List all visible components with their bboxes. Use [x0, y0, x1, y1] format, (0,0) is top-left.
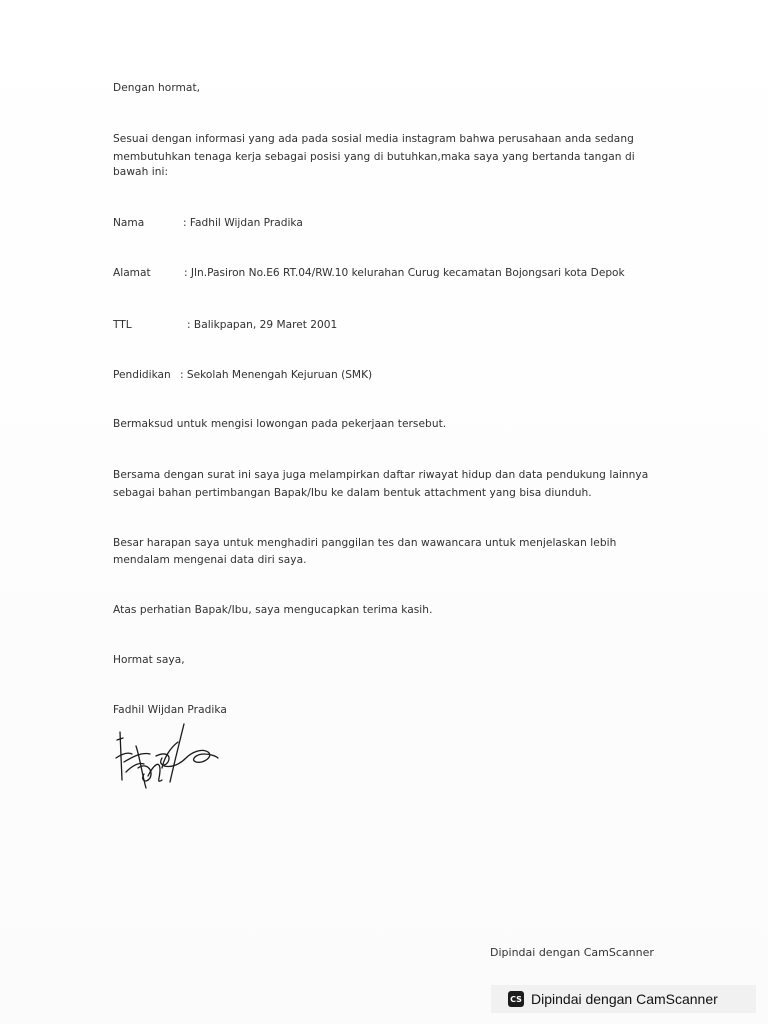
closing: Hormat saya,	[113, 654, 185, 666]
hope-line-1: Besar harapan saya untuk menghadiri panggilan tes dan wawancara untuk menjelaskan lebih	[113, 537, 617, 549]
intro-line-3: bawah ini:	[113, 166, 169, 178]
camscanner-logo-icon: CS	[508, 991, 524, 1007]
field-label-ttl: TTL	[113, 319, 132, 331]
attachment-line-2: sebagai bahan pertimbangan Bapak/Ibu ke dalam bentuk attachment yang bisa diunduh.	[113, 487, 592, 499]
purpose-line: Bermaksud untuk mengisi lowongan pada pekerjaan tersebut.	[113, 418, 447, 430]
attachment-line-1: Bersama dengan surat ini saya juga melampirkan daftar riwayat hidup dan data pendukung lainnya	[113, 469, 649, 481]
field-value-nama: : Fadhil Wijdan Pradika	[183, 217, 303, 229]
intro-line-2: membutuhkan tenaga kerja sebagai posisi yang di butuhkan,maka saya yang bertanda tangan di	[113, 151, 635, 163]
field-value-alamat: : Jln.Pasiron No.E6 RT.04/RW.10 kelurahan Curug kecamatan Bojongsari kota Depok	[184, 267, 625, 279]
camscanner-watermark: Dipindai dengan CamScanner	[490, 946, 654, 959]
field-value-ttl: : Balikpapan, 29 Maret 2001	[187, 319, 338, 331]
signature-icon	[112, 718, 222, 794]
field-value-pendidikan: : Sekolah Menengah Kejuruan (SMK)	[180, 369, 373, 381]
camscanner-badge	[491, 985, 756, 1013]
thanks-line: Atas perhatian Bapak/Ibu, saya mengucapkan terima kasih.	[113, 604, 433, 616]
camscanner-badge-text: Dipindai dengan CamScanner	[531, 991, 718, 1007]
field-label-nama: Nama	[113, 217, 145, 229]
salutation: Dengan hormat,	[113, 82, 201, 94]
signer-name: Fadhil Wijdan Pradika	[113, 704, 227, 716]
intro-line-1: Sesuai dengan informasi yang ada pada sosial media instagram bahwa perusahaan anda sedang	[113, 133, 634, 145]
hope-line-2: mendalam mengenai data diri saya.	[113, 554, 307, 566]
field-label-pendidikan: Pendidikan	[113, 369, 171, 381]
field-label-alamat: Alamat	[113, 267, 151, 279]
